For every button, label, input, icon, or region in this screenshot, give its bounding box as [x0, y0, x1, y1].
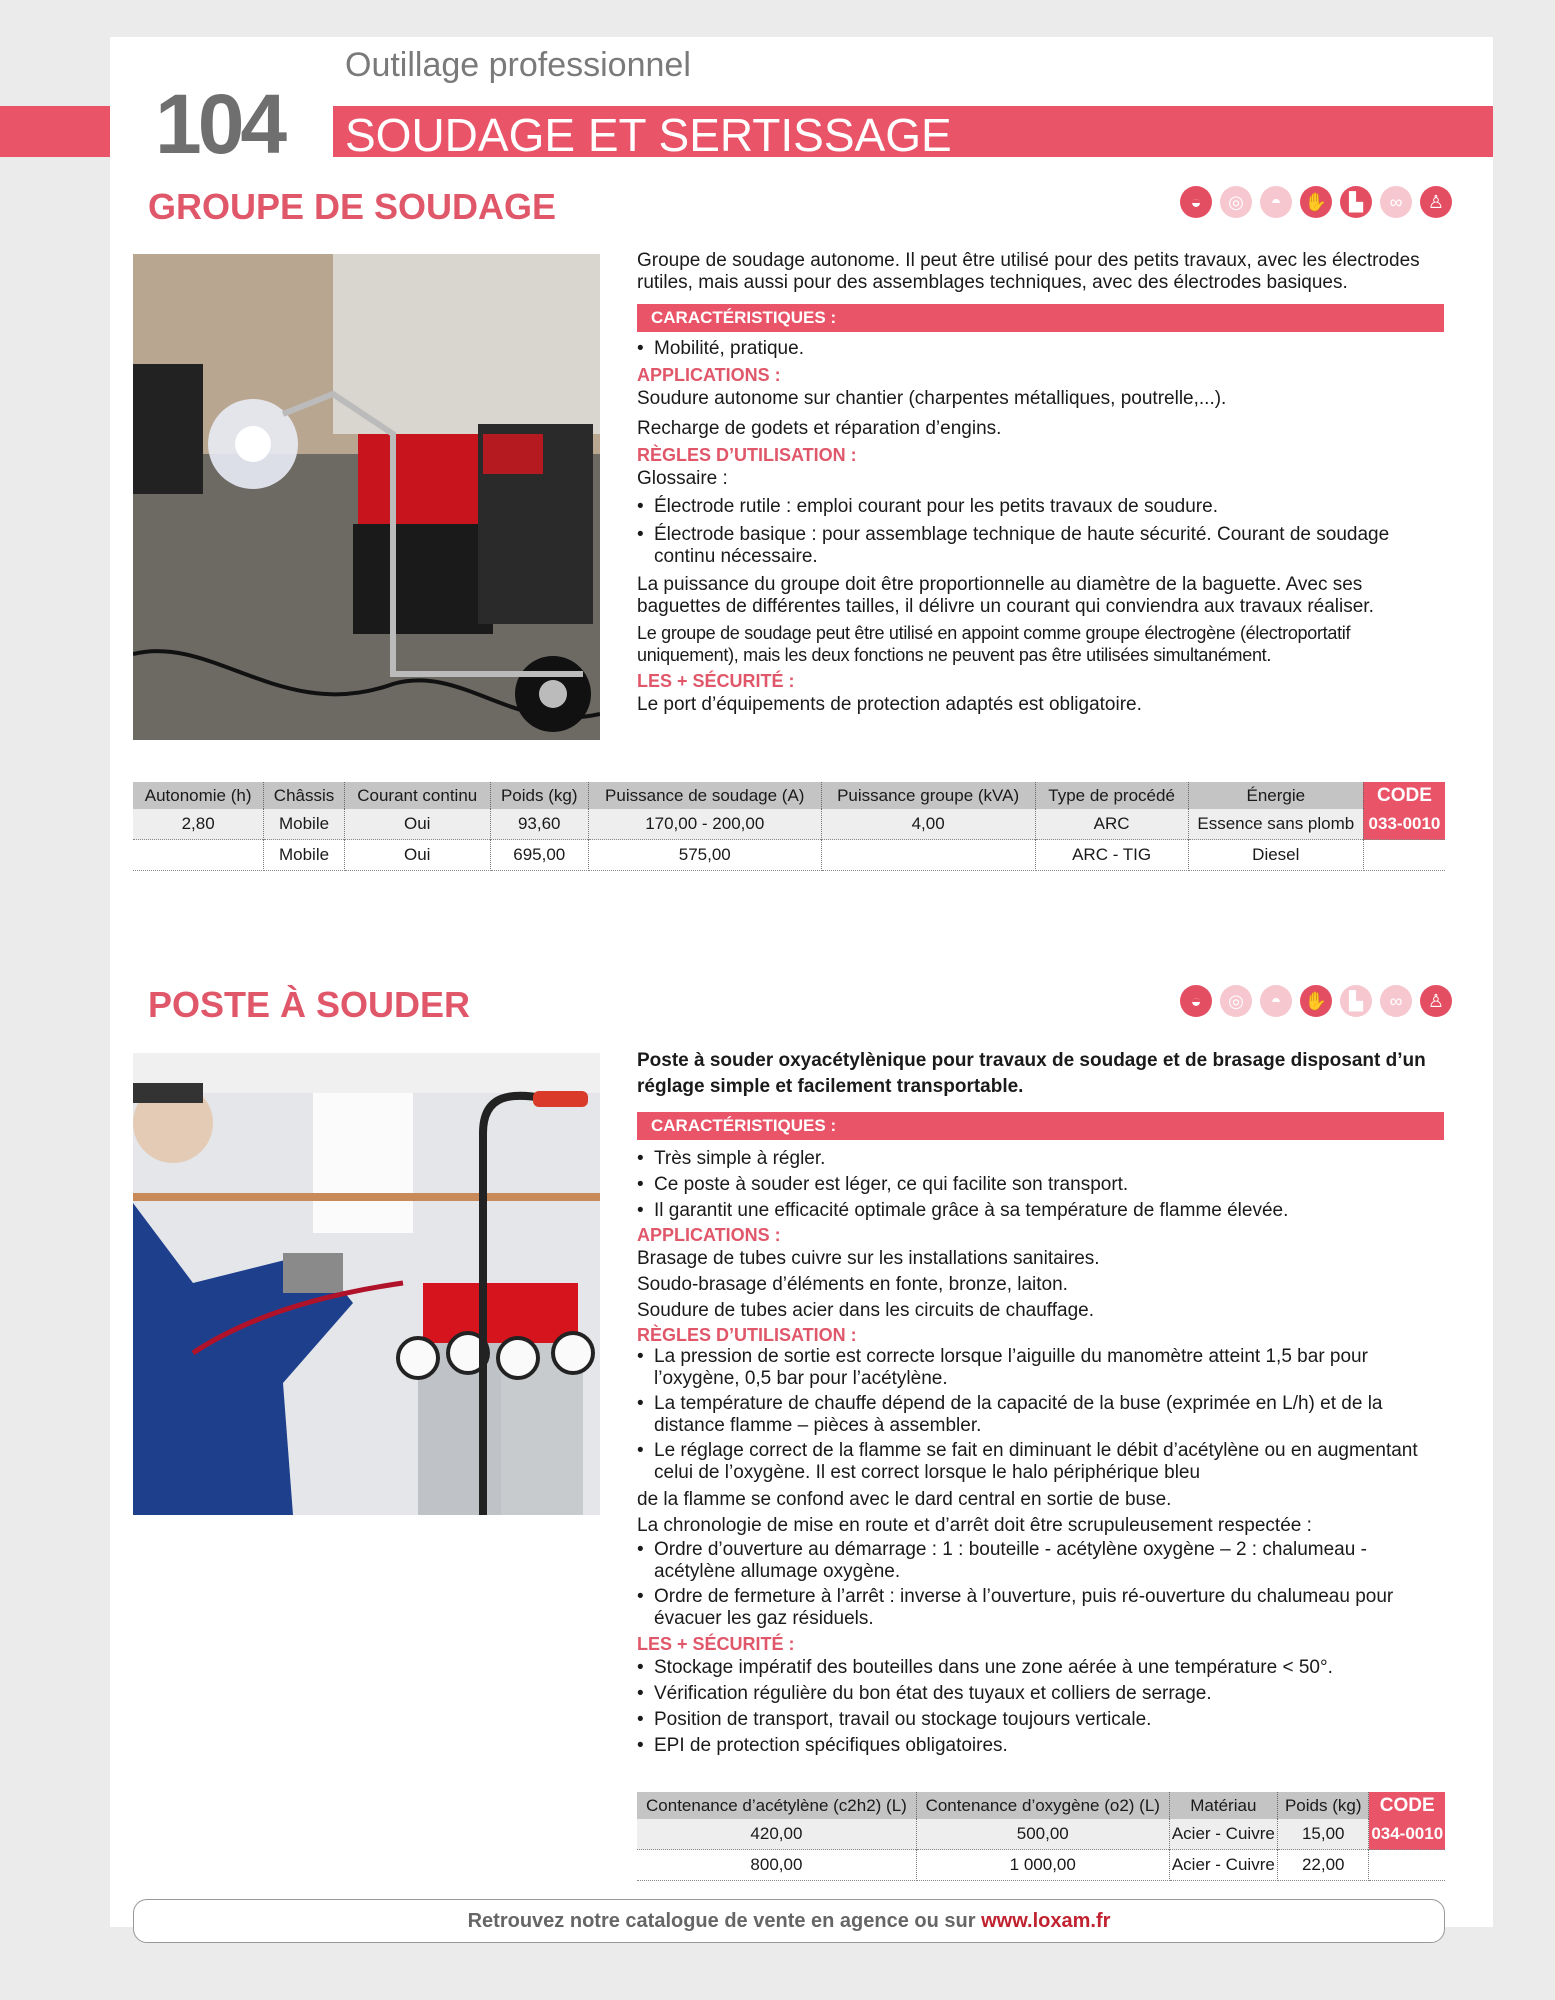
table-cell: Acier - Cuivre	[1169, 1850, 1277, 1881]
table-header: Poids (kg)	[1277, 1792, 1369, 1819]
gloves-icon: ✋	[1300, 985, 1332, 1017]
table-cell	[821, 840, 1035, 871]
safety-item: • EPI de protection spécifiques obligatoires.	[637, 1733, 1444, 1759]
applications-header: APPLICATIONS :	[637, 365, 781, 385]
table-cell: Acier - Cuivre	[1169, 1819, 1277, 1850]
welding-generator-photo	[133, 254, 600, 740]
safety-header: LES + SÉCURITÉ :	[637, 1634, 795, 1654]
ear-protection-icon: ◎	[1220, 186, 1252, 218]
table-cell: 575,00	[588, 840, 821, 871]
oxyacetylene-welder-photo	[133, 1053, 600, 1515]
characteristics-header: CARACTÉRISTIQUES :	[637, 1112, 1444, 1140]
table-header: Énergie	[1188, 782, 1363, 809]
safety-text: Le port d’équipements de protection adaptés est obligatoire.	[637, 694, 1142, 715]
goggles-icon: ∞	[1380, 985, 1412, 1017]
table-row	[637, 1819, 1445, 1850]
safety-boots-icon: ▙	[1340, 985, 1372, 1017]
table-cell: Diesel	[1188, 840, 1363, 871]
table-cell: Essence sans plomb	[1188, 809, 1363, 840]
product-intro: Poste à souder oxyacétylènique pour travaux de soudage et de brasage disposant d’un réglage simple et facilement transportable.	[637, 1050, 1426, 1097]
section-title-bar	[333, 106, 1493, 161]
glossary-label: Glossaire :	[637, 468, 728, 489]
characteristic-item: • Mobilité, pratique.	[637, 338, 1444, 360]
table-cell: 2,80	[133, 809, 264, 840]
table-cell: 1 000,00	[916, 1850, 1169, 1881]
code-header: CODE	[1363, 782, 1445, 809]
product-title: GROUPE DE SOUDAGE	[148, 186, 557, 227]
table-cell: 15,00	[1277, 1819, 1369, 1850]
order-item: • Ordre de fermeture à l’arrêt : inverse à l’ouverture, puis ré-ouverture du chalumeau pour évacuer les gaz résiduels.	[637, 1586, 1444, 1630]
goggles-icon: ∞	[1380, 186, 1412, 218]
table-header: Courant continu	[344, 782, 490, 809]
coverall-icon: ♙	[1420, 186, 1452, 218]
spec-table	[637, 1792, 1445, 1881]
table-header: Autonomie (h)	[133, 782, 264, 809]
application-item: Soudure de tubes acier dans les circuits de chauffage.	[637, 1300, 1094, 1321]
table-cell: 93,60	[490, 809, 588, 840]
safety-item: • Stockage impératif des bouteilles dans une zone aérée à une température < 50°.	[637, 1655, 1444, 1681]
table-header: Poids (kg)	[490, 782, 588, 809]
rule-item: • Électrode basique : pour assemblage technique de haute sécurité. Courant de soudage continu nécessaire.	[637, 524, 1444, 568]
table-cell: 170,00 - 200,00	[588, 809, 821, 840]
rule-item: • La pression de sortie est correcte lorsque l’aiguille du manomètre atteint 1,5 bar pour l’oxygène, 0,5 bar pour l’acétylène.	[637, 1346, 1444, 1390]
table-header: Puissance groupe (kVA)	[821, 782, 1035, 809]
rule-item: • Électrode rutile : emploi courant pour les petits travaux de soudure.	[637, 496, 1444, 518]
product-code: 033-0010	[1363, 809, 1445, 840]
spec-table	[133, 782, 1445, 871]
rule-item: • La température de chauffe dépend de la capacité de la buse (exprimée en L/h) et de la distance flamme – pièces à assembler.	[637, 1393, 1444, 1437]
table-cell: 500,00	[916, 1819, 1169, 1850]
left-accent-band	[0, 106, 110, 157]
footer-text: Retrouvez notre catalogue de vente en agence ou sur	[467, 1910, 976, 1932]
product-description	[637, 250, 1444, 716]
characteristics-header: CARACTÉRISTIQUES :	[637, 304, 1444, 332]
application-item: Soudo-brasage d’éléments en fonte, bronze, laiton.	[637, 1274, 1068, 1295]
table-cell: Oui	[344, 840, 490, 871]
safety-boots-icon: ▙	[1340, 186, 1372, 218]
welding-mask-icon: ◒	[1180, 186, 1212, 218]
rule-item: • Le réglage correct de la flamme se fait en diminuant le débit d’acétylène ou en augmentant celui de l’oxygène. Il est correct lorsque le halo périphérique bleu	[637, 1440, 1444, 1484]
table-cell: 695,00	[490, 840, 588, 871]
table-row	[637, 1850, 1445, 1881]
category-label: Outillage professionnel	[345, 46, 691, 84]
section-title: SOUDAGE ET SERTISSAGE	[345, 109, 952, 161]
applications-header: APPLICATIONS :	[637, 1225, 781, 1245]
table-row	[133, 809, 1445, 840]
footer-banner	[133, 1899, 1445, 1943]
product-code: 034-0011	[1369, 1850, 1445, 1881]
safety-icons	[1180, 985, 1452, 1017]
table-cell: ARC	[1035, 809, 1188, 840]
product-code: 034-0010	[1369, 1819, 1445, 1850]
table-cell: Oui	[344, 809, 490, 840]
characteristic-item: • Très simple à régler.	[637, 1146, 1444, 1172]
product-title: POSTE À SOUDER	[148, 984, 471, 1025]
product-intro: Groupe de soudage autonome. Il peut être utilisé pour des petits travaux, avec les électrodes rutiles, mais aussi pour des assemblages techniques, avec des électrodes basiques.	[637, 250, 1420, 293]
rules-header: RÈGLES D’UTILISATION :	[637, 445, 857, 465]
safety-item: • Position de transport, travail ou stockage toujours verticale.	[637, 1707, 1444, 1733]
table-row	[133, 840, 1445, 871]
order-item: • Ordre d’ouverture au démarrage : 1 : bouteille - acétylène oxygène – 2 : chalumeau - acétylène allumage oxygène.	[637, 1539, 1444, 1583]
product-description	[637, 1048, 1444, 1759]
table-cell: 22,00	[1277, 1850, 1369, 1881]
rule-text: La puissance du groupe doit être proportionnelle au diamètre de la baguette. Avec ses baguettes de différentes tailles, il délivre un courant qui conviendra aux travaux réaliser.	[637, 574, 1374, 617]
coverall-icon: ♙	[1420, 985, 1452, 1017]
helmet-icon: ◓	[1260, 186, 1292, 218]
table-header: Matériau	[1169, 1792, 1277, 1819]
table-cell	[133, 840, 264, 871]
table-header: Châssis	[264, 782, 345, 809]
table-header: Contenance d’acétylène (c2h2) (L)	[637, 1792, 916, 1819]
gloves-icon: ✋	[1300, 186, 1332, 218]
helmet-icon: ◓	[1260, 985, 1292, 1017]
ear-protection-icon: ◎	[1220, 985, 1252, 1017]
table-header: Contenance d’oxygène (o2) (L)	[916, 1792, 1169, 1819]
table-cell: 800,00	[637, 1850, 916, 1881]
table-cell: ARC - TIG	[1035, 840, 1188, 871]
rule-text: Le groupe de soudage peut être utilisé en appoint comme groupe électrogène (électroportatif uniquement), mais les deux fonctions ne peuvent pas être utilisées simultanément.	[637, 623, 1351, 665]
application-item: Recharge de godets et réparation d’engins.	[637, 418, 1002, 439]
table-cell: Mobile	[264, 840, 345, 871]
application-item: Brasage de tubes cuivre sur les installations sanitaires.	[637, 1248, 1100, 1269]
product-code: 033-0050	[1363, 840, 1445, 871]
safety-item: • Vérification régulière du bon état des tuyaux et colliers de serrage.	[637, 1681, 1444, 1707]
application-item: Soudure autonome sur chantier (charpentes métalliques, poutrelle,...).	[637, 388, 1227, 409]
footer-link[interactable]: www.loxam.fr	[981, 1910, 1111, 1932]
characteristic-item: • Ce poste à souder est léger, ce qui facilite son transport.	[637, 1172, 1444, 1198]
rule-text: de la flamme se confond avec le dard central en sortie de buse.	[637, 1489, 1172, 1510]
table-cell: 420,00	[637, 1819, 916, 1850]
table-header: Puissance de soudage (A)	[588, 782, 821, 809]
safety-icons	[1180, 186, 1452, 218]
code-header: CODE	[1369, 1792, 1445, 1819]
characteristic-item: • Il garantit une efficacité optimale grâce à sa température de flamme élevée.	[637, 1198, 1444, 1224]
table-cell: 4,00	[821, 809, 1035, 840]
rules-header: RÈGLES D’UTILISATION :	[637, 1325, 857, 1345]
table-header: Type de procédé	[1035, 782, 1188, 809]
welding-mask-icon: ◒	[1180, 985, 1212, 1017]
rule-text: La chronologie de mise en route et d’arrêt doit être scrupuleusement respectée :	[637, 1515, 1312, 1536]
safety-header: LES + SÉCURITÉ :	[637, 671, 795, 691]
table-cell: Mobile	[264, 809, 345, 840]
page-number: 104	[155, 77, 284, 171]
